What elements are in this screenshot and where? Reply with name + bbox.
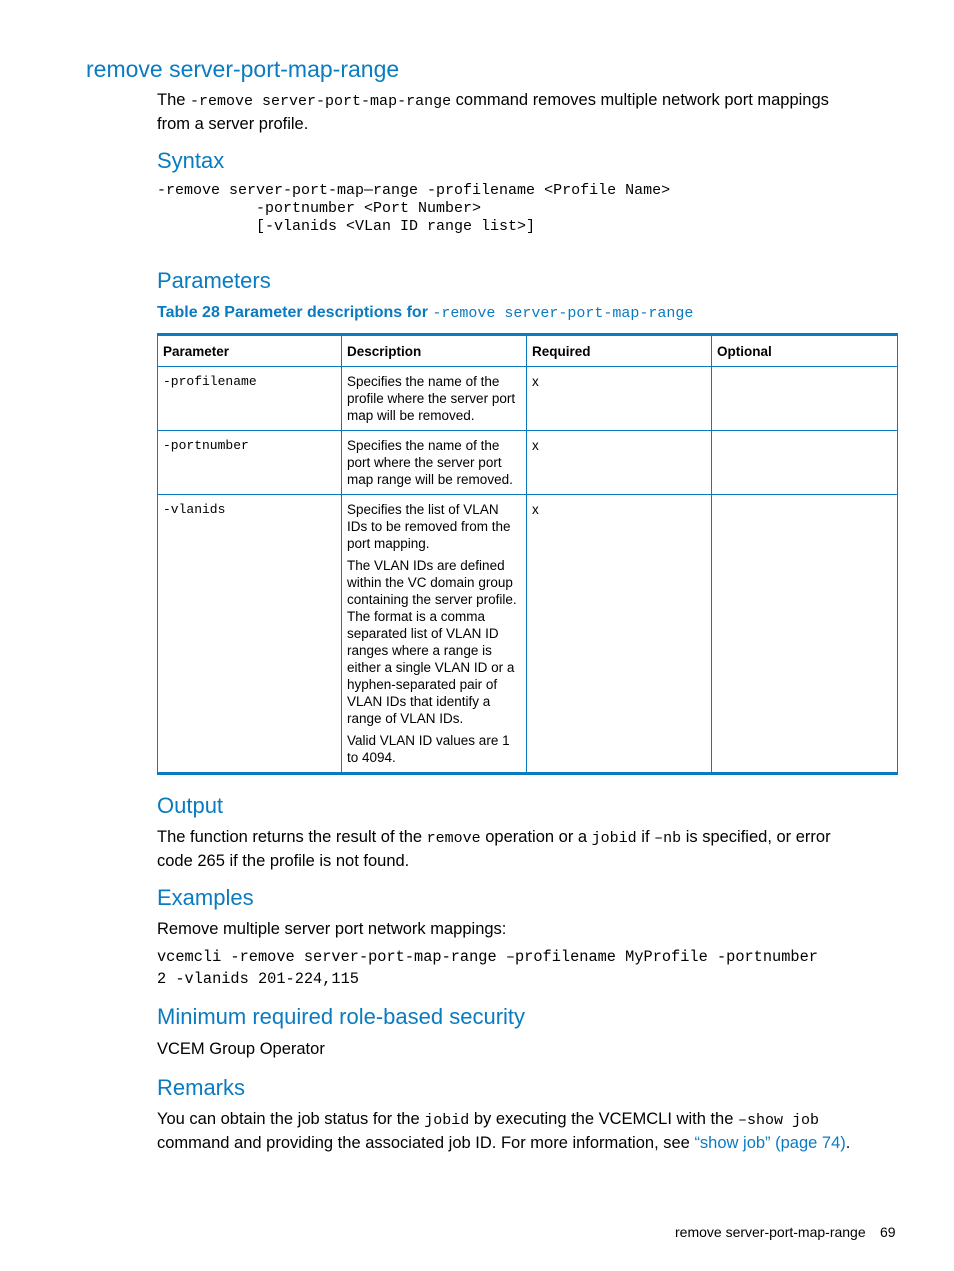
description-text: The VLAN IDs are defined within the VC domain group containing the server profile. The format is a comma separated list of VLAN ID ranges where a range is either a single VLAN ID or a hyphen-separated pair of VLAN IDs that identify a range of VLAN IDs. bbox=[347, 558, 517, 726]
description-text: Valid VLAN ID values are 1 to 4094. bbox=[347, 733, 510, 765]
table-row bbox=[158, 495, 898, 774]
column-header-optional: Optional bbox=[712, 335, 898, 367]
examples-text: Remove multiple server port network mappings: bbox=[157, 920, 507, 938]
table-caption-command: -remove server-port-map-range bbox=[432, 305, 694, 322]
page-title: remove server-port-map-range bbox=[86, 56, 400, 82]
parameter-table bbox=[157, 333, 898, 775]
intro-text-2: command removes multiple network port mappings bbox=[451, 91, 829, 109]
optional-cell bbox=[712, 431, 898, 495]
remarks-text: You can obtain the job status for the bbox=[157, 1110, 425, 1128]
remarks-text: command and providing the associated job ID. For more information, see bbox=[157, 1134, 695, 1152]
description-text: Specifies the name of the port where the server port map range will be removed. bbox=[347, 438, 513, 487]
parameters-heading: Parameters bbox=[157, 268, 271, 293]
syntax-line-2: -portnumber <Port Number> bbox=[157, 200, 482, 217]
table-caption-text: Table 28 Parameter descriptions for bbox=[157, 304, 433, 321]
output-code-jobid: jobid bbox=[591, 830, 637, 847]
intro-command: -remove server-port-map-range bbox=[190, 93, 452, 110]
table-caption bbox=[157, 304, 693, 322]
optional-cell bbox=[712, 367, 898, 431]
optional-cell bbox=[712, 495, 898, 774]
remarks-text: . bbox=[845, 1134, 851, 1152]
syntax-heading: Syntax bbox=[157, 148, 225, 173]
remarks-paragraph bbox=[157, 1108, 907, 1154]
table-row bbox=[158, 367, 898, 431]
output-text: if bbox=[636, 828, 655, 846]
syntax-line-1: -remove server-port-map—range -profilename <Profile Name> bbox=[157, 182, 671, 199]
output-code-nb: –nb bbox=[654, 830, 682, 847]
output-text: operation or a bbox=[480, 828, 592, 846]
table-row bbox=[158, 431, 898, 495]
column-header-description: Description bbox=[342, 335, 527, 367]
show-job-link[interactable]: “show job” (page 74) bbox=[694, 1134, 846, 1152]
footer-page-number: 69 bbox=[880, 1224, 896, 1240]
remarks-heading: Remarks bbox=[157, 1075, 246, 1100]
remarks-code-jobid: jobid bbox=[424, 1112, 470, 1129]
description-text: Specifies the list of VLAN IDs to be removed from the port mapping. bbox=[347, 502, 511, 551]
param-cell: -profilename bbox=[158, 367, 342, 431]
intro-line-2: from a server profile. bbox=[157, 115, 309, 133]
remarks-text: by executing the VCEMCLI with the bbox=[469, 1110, 738, 1128]
output-text: is specified, or error bbox=[681, 828, 831, 846]
description-cell bbox=[342, 431, 527, 495]
remarks-code-show-job: –show job bbox=[737, 1112, 819, 1129]
output-line-1 bbox=[157, 826, 897, 850]
intro-paragraph bbox=[157, 89, 897, 135]
security-text: VCEM Group Operator bbox=[157, 1040, 325, 1058]
required-cell: x bbox=[527, 495, 712, 774]
security-heading: Minimum required role-based security bbox=[157, 1004, 526, 1029]
output-heading: Output bbox=[157, 793, 224, 818]
remarks-line-2 bbox=[157, 1132, 907, 1154]
intro-line-1 bbox=[157, 89, 897, 113]
example-code-line-2: 2 -vlanids 201-224,115 bbox=[157, 970, 359, 988]
column-header-parameter: Parameter bbox=[158, 335, 342, 367]
output-line-2: code 265 if the profile is not found. bbox=[157, 852, 410, 870]
description-text: Specifies the name of the profile where the server port map will be removed. bbox=[347, 374, 516, 423]
intro-text: The bbox=[157, 91, 191, 109]
column-header-required: Required bbox=[527, 335, 712, 367]
footer-title: remove server-port-map-range bbox=[675, 1224, 866, 1240]
examples-heading: Examples bbox=[157, 885, 254, 910]
output-paragraph bbox=[157, 826, 897, 872]
remarks-line-1 bbox=[157, 1108, 907, 1132]
required-cell: x bbox=[527, 367, 712, 431]
syntax-line-3: [-vlanids <VLan ID range list>] bbox=[157, 218, 536, 235]
table-header-row bbox=[158, 335, 898, 367]
output-text: The function returns the result of the bbox=[157, 828, 427, 846]
param-cell: -vlanids bbox=[158, 495, 342, 774]
description-cell bbox=[342, 367, 527, 431]
output-code-remove: remove bbox=[426, 830, 481, 847]
param-cell: -portnumber bbox=[158, 431, 342, 495]
example-code-line-1: vcemcli -remove server-port-map-range –profilename MyProfile -portnumber bbox=[157, 948, 818, 966]
required-cell: x bbox=[527, 431, 712, 495]
description-cell bbox=[342, 495, 527, 774]
